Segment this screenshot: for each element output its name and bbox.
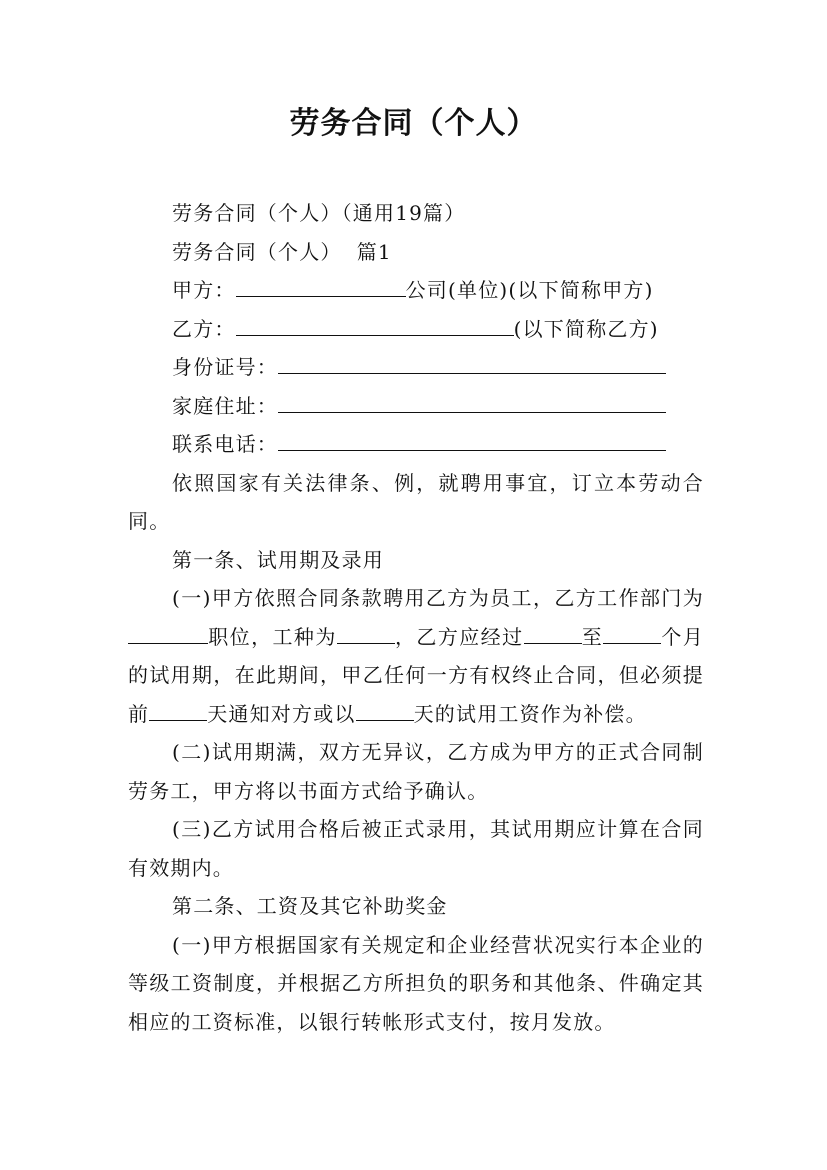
clause-text: 至: [581, 624, 604, 649]
party-b-label: 乙方：: [172, 316, 236, 341]
id-number-line: [128, 348, 704, 387]
id-number-label: 身份证号：: [172, 355, 278, 379]
article-1-heading: 第一条、试用期及录用: [172, 547, 384, 572]
clause-text: ，乙方应经过: [394, 624, 524, 649]
phone-line: [128, 425, 704, 464]
article-1-clause-3: (三)乙方试用合格后被正式录用，其试用期应计算在合同有效期内。: [128, 817, 704, 880]
notice-days-blank: [149, 696, 207, 721]
job-type-blank: [337, 619, 395, 644]
part-line: [128, 233, 704, 272]
address-label: 家庭住址：: [172, 393, 278, 418]
party-b-blank: [236, 311, 514, 336]
id-number-blank: [278, 349, 666, 374]
document-body: [128, 194, 704, 1041]
clause-text: 天的试用工资作为补偿。: [413, 701, 647, 726]
intro-paragraph: 依照国家有关法律条、例，就聘用事宜，订立本劳动合同。: [128, 470, 704, 533]
article-2-clause-1: (一)甲方根据国家有关规定和企业经营状况实行本企业的等级工资制度，并根据乙方所担负的职务和其他条、件确定其相应的工资标准，以银行转帐形式支付，按月发放。: [128, 932, 704, 1034]
compensation-days-blank: [356, 696, 414, 721]
part-text: 劳务合同（个人） 篇1: [172, 239, 392, 264]
clause-text: (一)甲方依照合同条款聘用乙方为员工，乙方工作部门为: [172, 586, 704, 610]
phone-blank: [278, 426, 666, 451]
document-title: 劳务合同（个人）: [289, 106, 538, 141]
address-blank: [278, 388, 666, 413]
party-a-label: 甲方：: [172, 278, 236, 302]
clause-text: 职位，工种为: [208, 624, 337, 649]
probation-to-blank: [603, 619, 661, 644]
subtitle-line: 劳务合同（个人）（通用19篇）: [172, 201, 466, 225]
probation-from-blank: [524, 619, 582, 644]
article-1-clause-2: (二)试用期满，双方无异议，乙方成为甲方的正式合同制劳务工，甲方将以书面方式给予确认。: [128, 740, 704, 803]
party-a-blank: [236, 272, 406, 297]
party-a-line: [128, 271, 704, 310]
article-2-heading: 第二条、工资及其它补助奖金: [172, 894, 448, 918]
phone-label: 联系电话：: [172, 432, 278, 456]
party-b-suffix: (以下简称乙方): [513, 316, 659, 341]
clause-text: 个月的试用期，在此期间，甲乙任何一方有权终止合同，但必须提前: [128, 624, 704, 726]
clause-text: 天通知对方或以: [207, 701, 356, 726]
article-1-clause-1: [128, 579, 704, 733]
party-a-suffix: 公司(单位)(以下简称甲方): [405, 278, 654, 302]
address-line: [128, 387, 704, 426]
department-blank: [128, 619, 208, 644]
party-b-line: [128, 310, 704, 349]
